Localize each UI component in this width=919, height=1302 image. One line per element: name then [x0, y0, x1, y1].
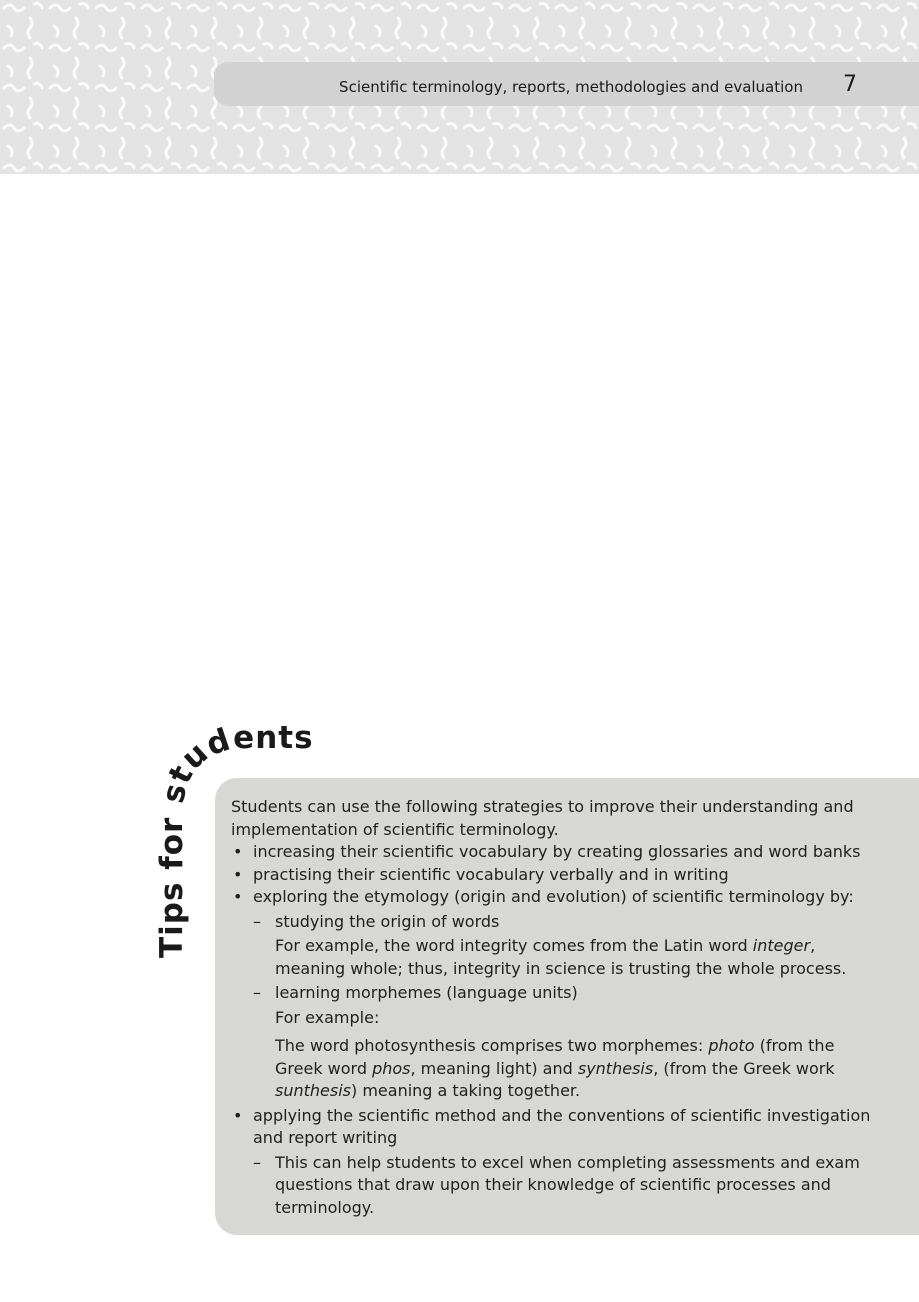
bullet-icon: •: [233, 842, 243, 861]
morpheme-text-b: photo: [708, 1036, 755, 1055]
bullet-icon: •: [233, 1105, 243, 1125]
morpheme-example: [275, 1035, 871, 1103]
list-item: [231, 841, 871, 864]
example-text: [275, 935, 871, 980]
tips-title-part2: students: [155, 720, 314, 807]
sub-list-item: [253, 911, 871, 981]
tips-intro: Students can use the following strategies to improve their understanding and implementation of scientific terminology.: [231, 797, 854, 839]
morpheme-text-f: synthesis: [577, 1058, 654, 1078]
morpheme-text-d: phos: [372, 1058, 411, 1078]
dash-icon: –: [253, 983, 261, 1002]
example-text-a: For example, the word integrity comes from the Latin word: [275, 936, 753, 955]
list-item-text: applying the scientific method and the conventions of scientific investigation and report writing: [253, 1105, 871, 1147]
running-head: Scientific terminology, reports, methodologies and evaluation: [339, 78, 803, 96]
list-item: [231, 886, 871, 1103]
morpheme-text-e: , meaning light) and: [410, 1058, 578, 1078]
sub-list: [253, 911, 871, 1103]
sub-list-item: [253, 982, 871, 1103]
bullet-icon: •: [233, 887, 243, 906]
list-item-text: practising their scientific vocabulary verbally and in writing: [253, 864, 729, 884]
dash-icon: –: [253, 911, 261, 931]
example-label: For example:: [275, 1007, 380, 1027]
example-text-italic: integer: [752, 936, 811, 955]
sub-list-item-text: This can help students to excel when completing assessments and exam questions that draw upon their knowledge of scientific processes and terminology.: [275, 1152, 860, 1217]
dash-icon: –: [253, 1152, 261, 1172]
morpheme-text-h: sunthesis: [275, 1081, 351, 1100]
list-item-text: exploring the etymology (origin and evolution) of scientific terminology by:: [253, 887, 854, 906]
page-number: 7: [843, 72, 857, 97]
example-text-c: , meaning whole; thus, integrity in science is trusting the whole process.: [275, 936, 847, 978]
sub-list: [253, 1152, 871, 1220]
bullet-icon: •: [233, 864, 243, 884]
morpheme-text-a: The word photosynthesis comprises two morphemes:: [275, 1036, 709, 1055]
header-band: [0, 0, 919, 174]
list-item: [231, 1105, 871, 1220]
tips-content: [231, 796, 871, 1221]
list-item-text: increasing their scientific vocabulary by creating glossaries and word banks: [253, 842, 861, 861]
list-item: [231, 864, 871, 887]
morpheme-text-i: ) meaning a taking together.: [351, 1081, 581, 1100]
sub-list-item-text: studying the origin of words: [275, 911, 500, 931]
header-bar: [214, 62, 919, 106]
sub-list-item-text: learning morphemes (language units): [275, 983, 578, 1002]
morpheme-text-g: , (from the Greek work: [653, 1058, 835, 1078]
sub-list-item: [253, 1152, 871, 1220]
tips-title-part1: Tips for: [153, 802, 191, 958]
tips-box: [215, 778, 919, 1235]
morpheme-text-c: (from the Greek word: [275, 1036, 835, 1078]
tips-list: [231, 841, 871, 1219]
